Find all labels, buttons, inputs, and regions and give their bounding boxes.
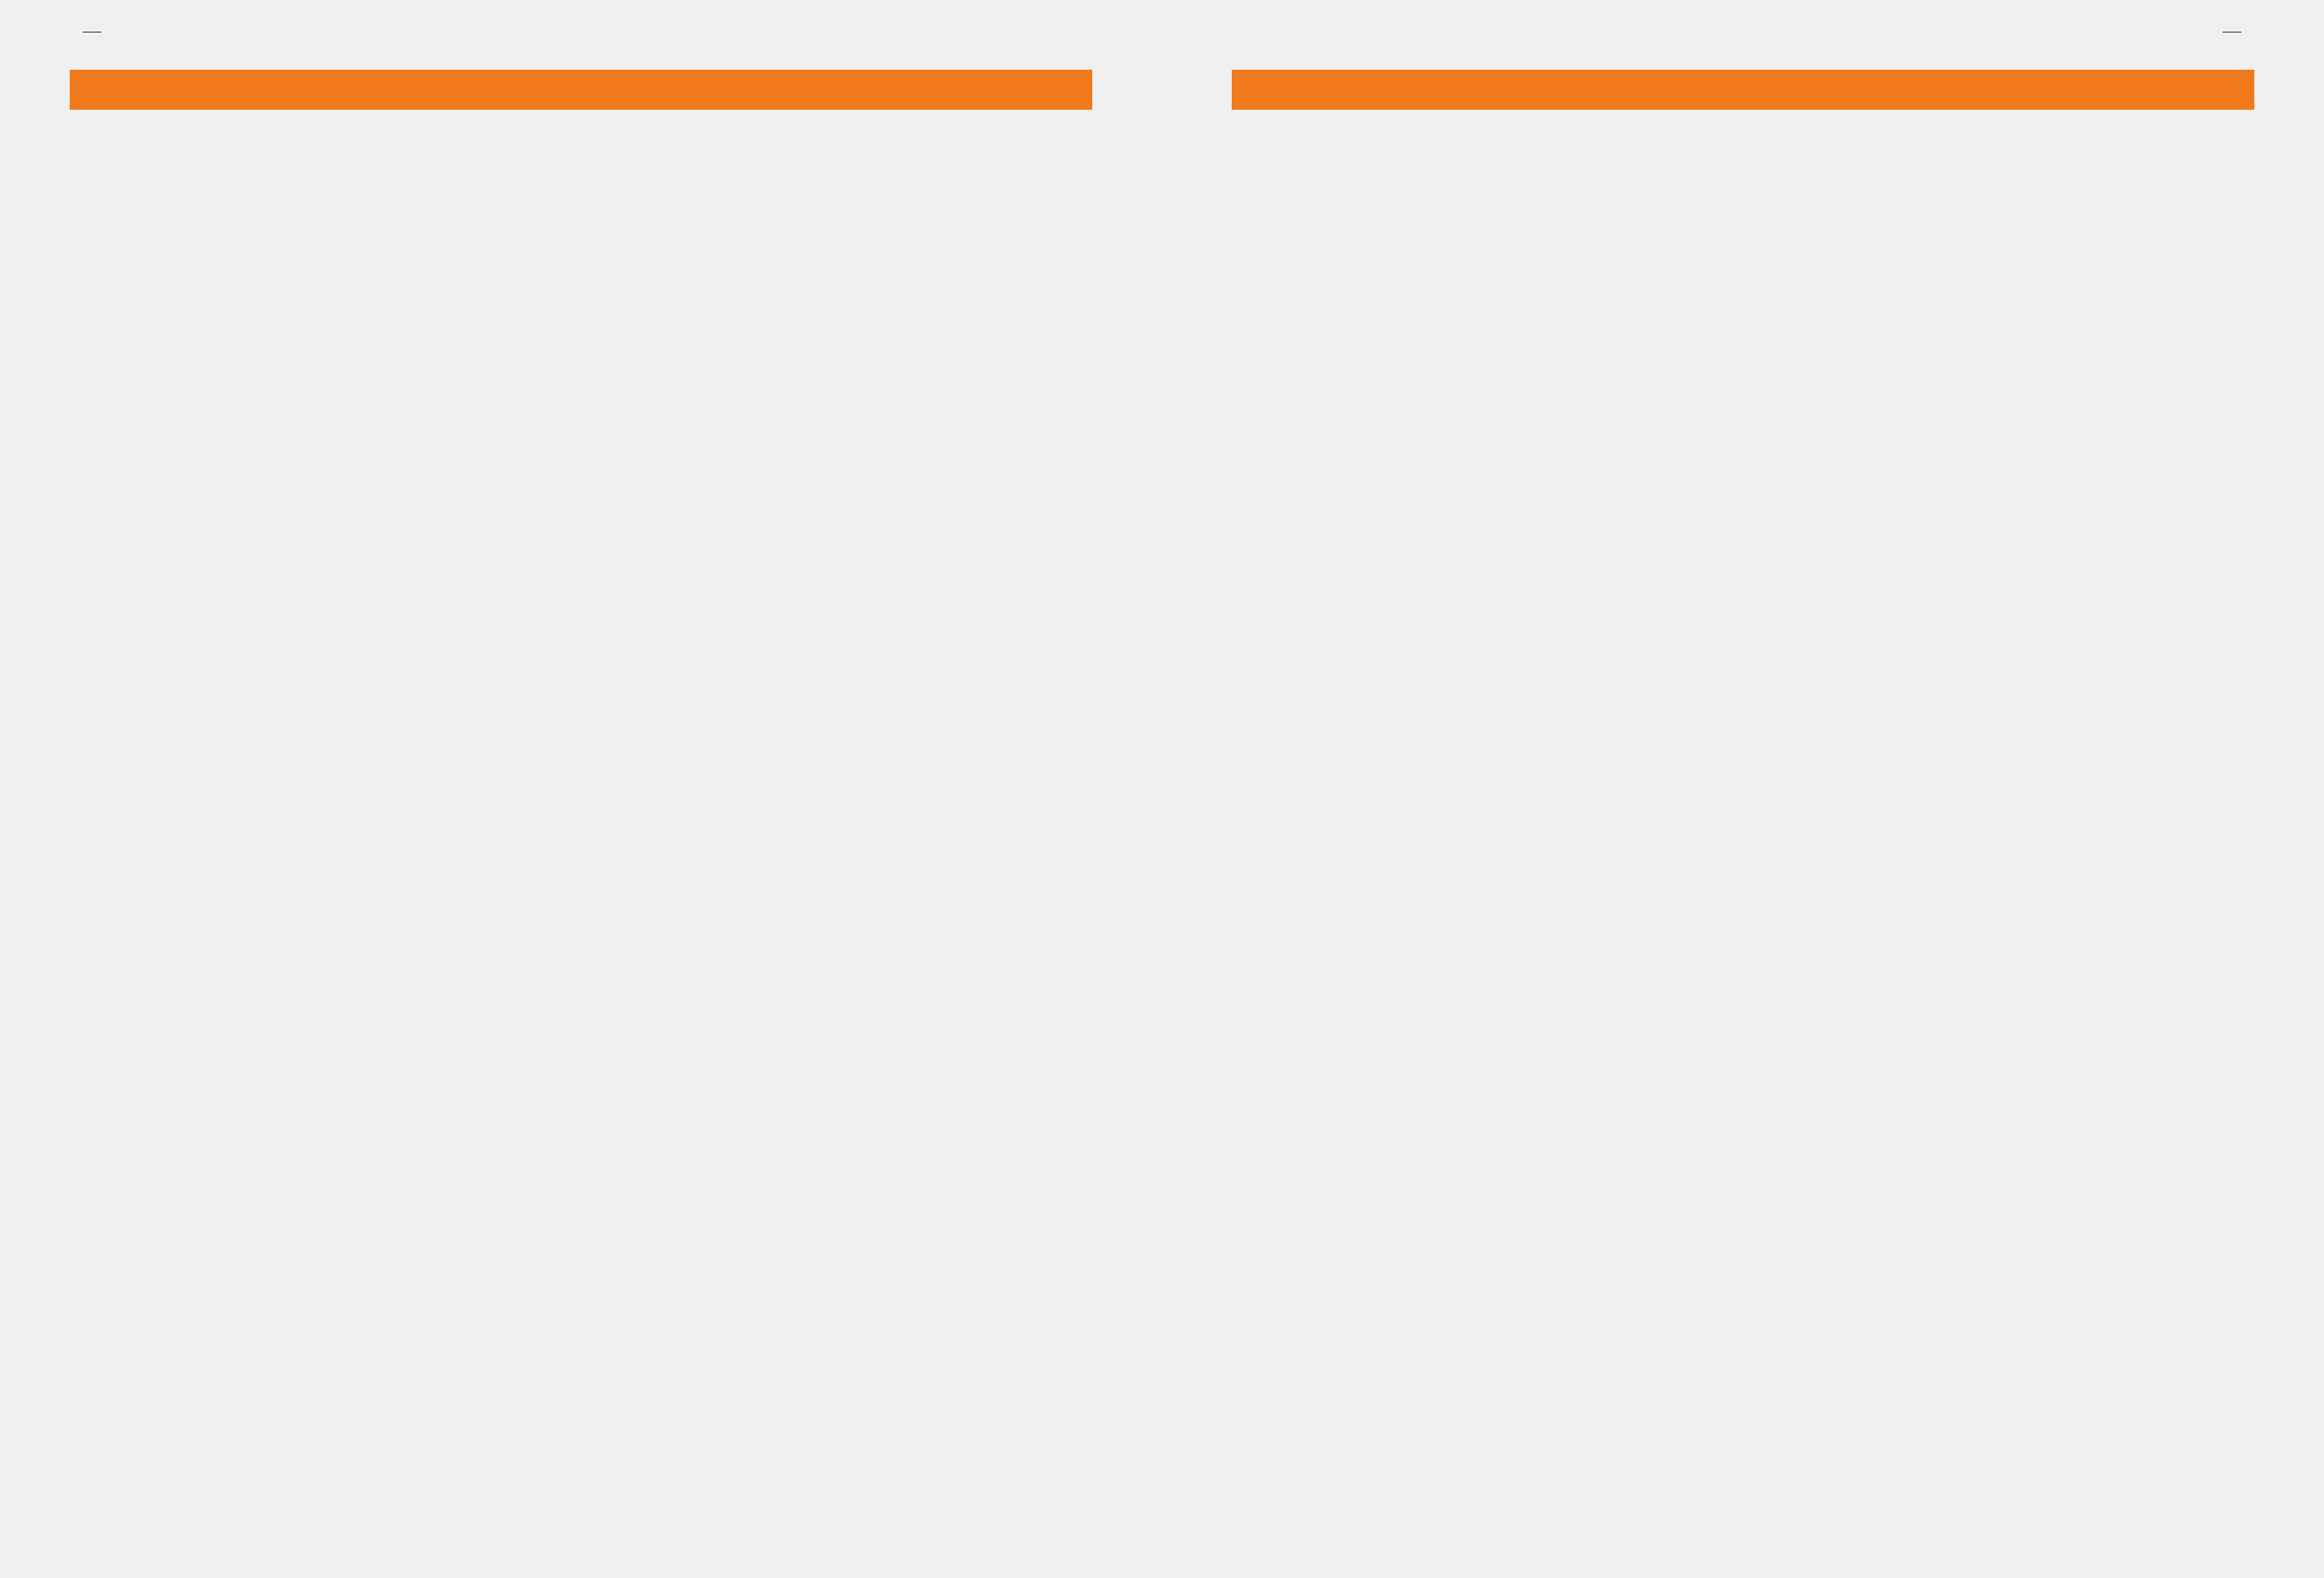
right-page-number xyxy=(2210,22,2254,41)
page-dash xyxy=(83,32,101,33)
left-page-number xyxy=(70,22,114,41)
section-banner xyxy=(1232,70,2254,110)
page-dash xyxy=(2223,32,2241,33)
section-banner xyxy=(70,70,1092,110)
catalog-page-right xyxy=(1232,70,2254,110)
catalog-page-left xyxy=(70,70,1092,110)
